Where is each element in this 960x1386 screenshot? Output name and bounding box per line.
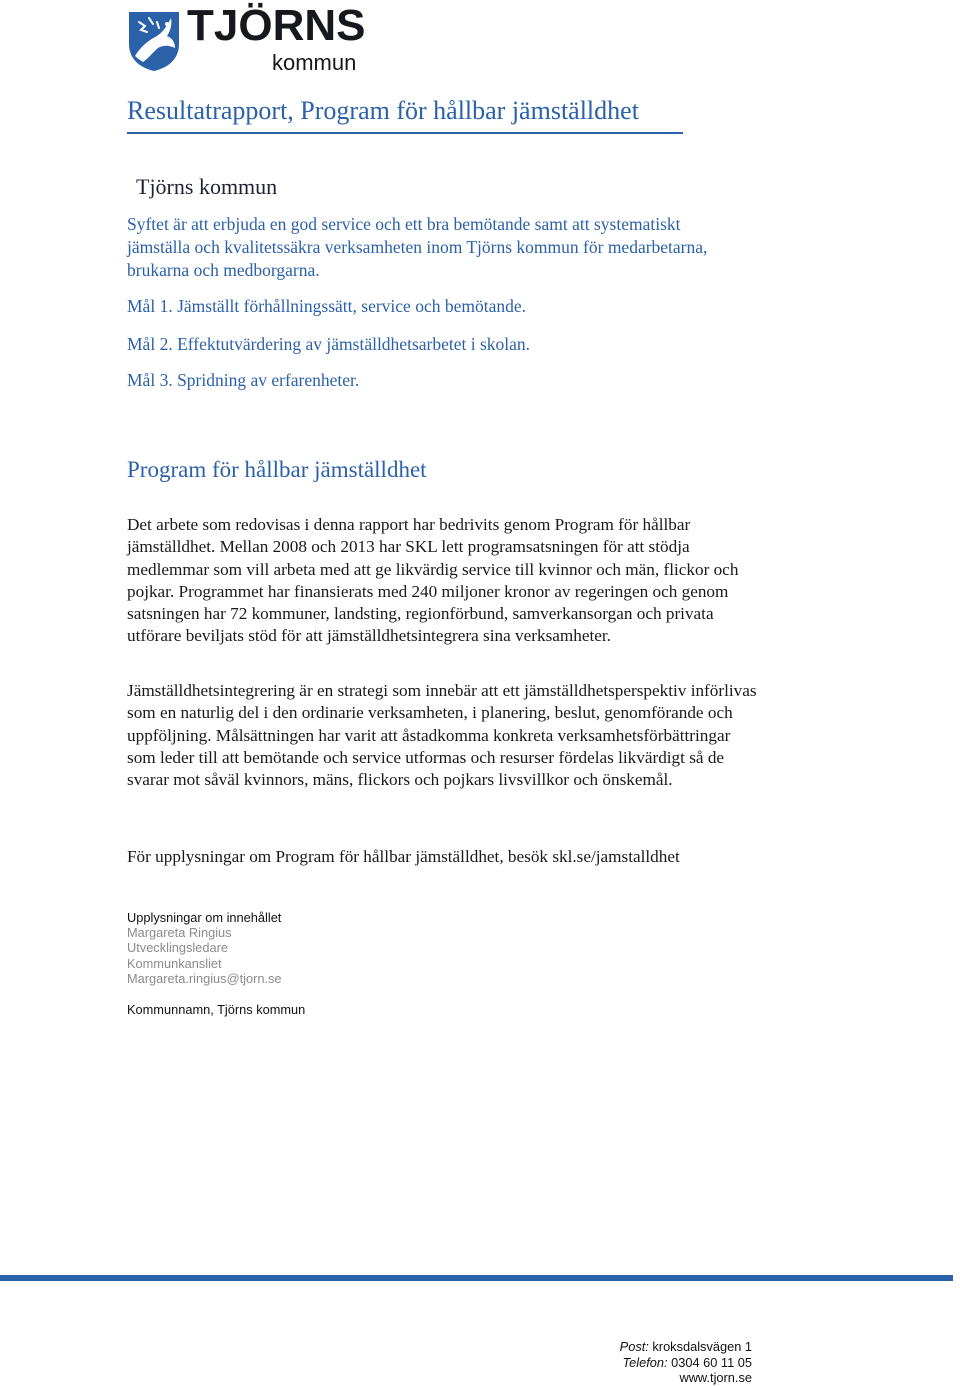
footer-divider	[0, 1275, 953, 1281]
organization-heading: Tjörns kommun	[136, 174, 278, 199]
document-title: Resultatrapport, Program för hållbar jämställdhet	[127, 96, 639, 125]
municipality-logo	[127, 1, 377, 75]
contact-email[interactable]: Margareta.ringius@tjorn.se	[127, 970, 282, 986]
logo-wordmark: TJÖRNS	[187, 1, 366, 50]
goal-3: Mål 3. Spridning av erfarenheter.	[127, 370, 360, 390]
program-heading: Program för hållbar jämställdhet	[127, 457, 427, 482]
title-divider	[127, 132, 683, 134]
website-link[interactable]: www.tjorn.se	[679, 1370, 752, 1385]
goal-1: Mål 1. Jämställt förhållningssätt, service och bemötande.	[127, 296, 526, 316]
contact-block	[127, 910, 282, 986]
municipality-name: Kommunnamn, Tjörns kommun	[127, 1002, 306, 1017]
contact-department: Kommunkansliet	[127, 955, 222, 971]
contact-label: Upplysningar om innehållet	[127, 910, 282, 925]
post-label: Post:	[619, 1339, 649, 1354]
phone-number: 0304 60 11 05	[671, 1354, 752, 1370]
contact-name: Margareta Ringius	[127, 925, 232, 941]
purpose-text: Syftet är att erbjuda en god service och ett bra bemötande samt att systematiskt jämställa och kvalitetssäkra verksamheten inom Tjörns kommun för medarbetarna, brukarna och medborgarna.	[127, 214, 708, 280]
goal-2: Mål 2. Effektutvärdering av jämställdhetsarbetet i skolan.	[127, 334, 531, 354]
logo-subtitle: kommun	[272, 50, 357, 75]
shield-emblem-icon	[127, 10, 181, 72]
footer-address	[620, 1339, 752, 1386]
paragraph-program-intro: Det arbete som redovisas i denna rapport har bedrivits genom Program för hållbar jämställdhet. Mellan 2008 och 2013 har SKL lett programsatsningen för att stödja medlemmar som vill arbeta med att ge likvärdig service till kvinnor och män, flickor och pojkar. Programmet har finansierats med 240 miljoner kronor av regeringen och genom satsningen har 72 kommuner, landsting, regionförbund, samverkansorgan och privata utförare beviljats stöd för att jämställdhetsintegrera sina verksamheter.	[127, 515, 739, 646]
contact-role: Utvecklingsledare	[127, 940, 229, 956]
paragraph-more-info: För upplysningar om Program för hållbar jämställdhet, besök skl.se/jamstalldhet	[127, 847, 680, 866]
phone-label: Telefon:	[622, 1354, 668, 1370]
post-address: kroksdalsvägen 1	[652, 1339, 752, 1354]
paragraph-gender-mainstreaming: Jämställdhetsintegrering är en strategi som innebär att ett jämställdhetsperspektiv införlivas som en naturlig del i den ordinarie verksamheten, i planering, beslut, genomförande och uppföljning. Målsättningen har varit att åstadkomma konkreta verksamhetsförbättringar som leder till att bemötande och service utformas och resurser fördelas likvärdigt så de svarar mot såväl kvinnors, mäns, flickors och pojkars livsvillkor och önskemål.	[127, 681, 757, 790]
